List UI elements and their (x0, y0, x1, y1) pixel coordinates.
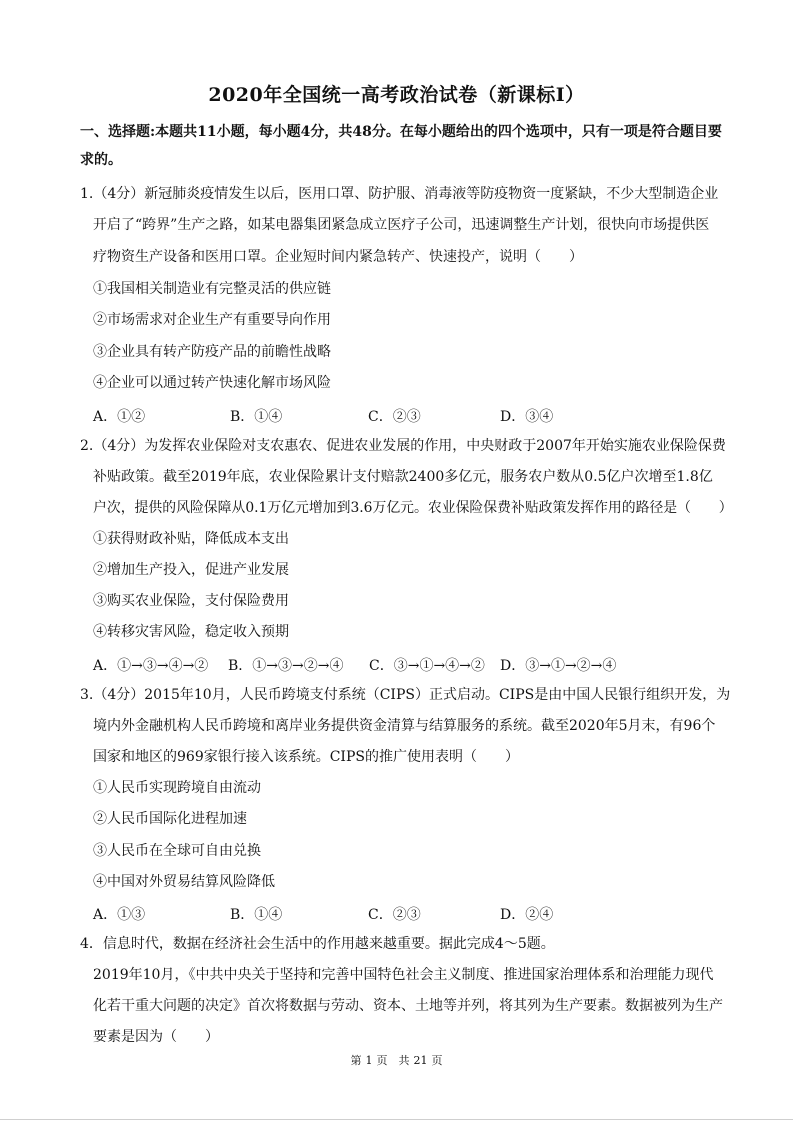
answer-options (93, 904, 733, 922)
material-line: 2019年10月，《中共中央关于坚持和完善中国特色社会主义制度、推进国家治理体系和治理能力现代 (93, 967, 714, 983)
footer-page-number: 1 (365, 1054, 373, 1067)
option-a[interactable]: A．①③ (93, 907, 146, 923)
option-a[interactable]: A．①② (93, 409, 146, 425)
footer-middle: 页 共 (376, 1054, 410, 1067)
statement: ③购买农业保险，支付保险费用 (93, 593, 289, 609)
option-d[interactable]: D．③→①→②→④ (500, 658, 617, 674)
instruction-line: 一、选择题:本题共11小题，每小题4分，共48分。在每小题给出的四个选项中，只有一项是符合题目要 (80, 124, 722, 140)
option-c[interactable]: C．②③ (368, 409, 421, 425)
option-d[interactable]: D．②④ (500, 907, 554, 923)
statement: ③人民币在全球可自由兑换 (93, 843, 261, 859)
material-line: 要素是因为（ ） (93, 1029, 219, 1045)
statement: ④企业可以通过转产快速化解市场风险 (93, 375, 331, 391)
question-stem-line: 补贴政策。截至2019年底，农业保险累计支付赔款2400多亿元，服务农户数从0.5亿户次增至1.8亿 (93, 469, 713, 485)
option-d[interactable]: D．③④ (500, 409, 554, 425)
footer-total-pages: 21 (413, 1054, 428, 1067)
option-b[interactable]: B．①→③→②→④ (228, 658, 344, 674)
footer-prefix: 第 (350, 1054, 362, 1067)
page-bottom-divider (0, 1119, 793, 1120)
statement: ②人民币国际化进程加速 (93, 811, 247, 827)
question-stem-line: 3.（4分）2015年10月，人民币跨境支付系统（CIPS）正式启动。CIPS是由中国人民银行组织开发，为 (80, 687, 731, 703)
section-instruction (80, 118, 730, 174)
question-stem-line: 境内外金融机构人民币跨境和离岸业务提供资金清算与结算服务的系统。截至2020年5月末，有96个 (93, 718, 716, 734)
statement: ①我国相关制造业有完整灵活的供应链 (93, 281, 331, 297)
question-stem-line: 2.（4分）为发挥农业保险对支农惠农、促进农业发展的作用，中央财政于2007年开始实施农业保险保费 (80, 438, 726, 454)
material-line: 化若干重大问题的决定》首次将数据与劳动、资本、土地等并列，将其列为生产要素。数据被列为生产 (93, 998, 723, 1014)
statement: ①获得财政补贴，降低成本支出 (93, 531, 289, 547)
instruction-line: 求的。 (80, 152, 122, 168)
statement: ④转移灾害风险，稳定收入预期 (93, 624, 289, 640)
question-stem-line: 户次，提供的风险保障从0.1万亿元增加到3.6万亿元。农业保险保费补贴政策发挥作用的路径是（ ） (93, 500, 733, 516)
question-stem-line: 疗物资生产设备和医用口罩。企业短时间内紧急转产、快速投产，说明（ ） (93, 249, 583, 265)
question-stem-line: 开启了“跨界”生产之路，如某电器集团紧急成立医疗子公司，迅速调整生产计划，很快向市场提供医 (93, 217, 710, 233)
question-stem-line: 4．信息时代，数据在经济社会生活中的作用越来越重要。据此完成4～5题。 (80, 936, 555, 952)
answer-options (93, 655, 733, 673)
statement: ④中国对外贸易结算风险降低 (93, 874, 275, 890)
statement: ③企业具有转产防疫产品的前瞻性战略 (93, 344, 331, 360)
option-c[interactable]: C．②③ (368, 907, 421, 923)
option-c[interactable]: C．③→①→④→② (369, 658, 485, 674)
question-stem-line: 1.（4分）新冠肺炎疫情发生以后，医用口罩、防护服、消毒液等防疫物资一度紧缺，不少大型制造企业 (80, 186, 719, 202)
answer-options (93, 406, 733, 424)
option-b[interactable]: B．①④ (230, 409, 283, 425)
footer-suffix: 页 (431, 1054, 443, 1067)
question-stem-line: 国家和地区的969家银行接入该系统。CIPS的推广使用表明（ ） (93, 749, 519, 765)
page-footer (0, 1052, 793, 1068)
statement: ①人民币实现跨境自由流动 (93, 780, 261, 796)
statement: ②增加生产投入，促进产业发展 (93, 562, 289, 578)
page-title: 2020年全国统一高考政治试卷（新课标Ⅰ） (208, 84, 585, 106)
option-a[interactable]: A．①→③→④→② (93, 658, 209, 674)
option-b[interactable]: B．①④ (230, 907, 283, 923)
statement: ②市场需求对企业生产有重要导向作用 (93, 312, 331, 328)
